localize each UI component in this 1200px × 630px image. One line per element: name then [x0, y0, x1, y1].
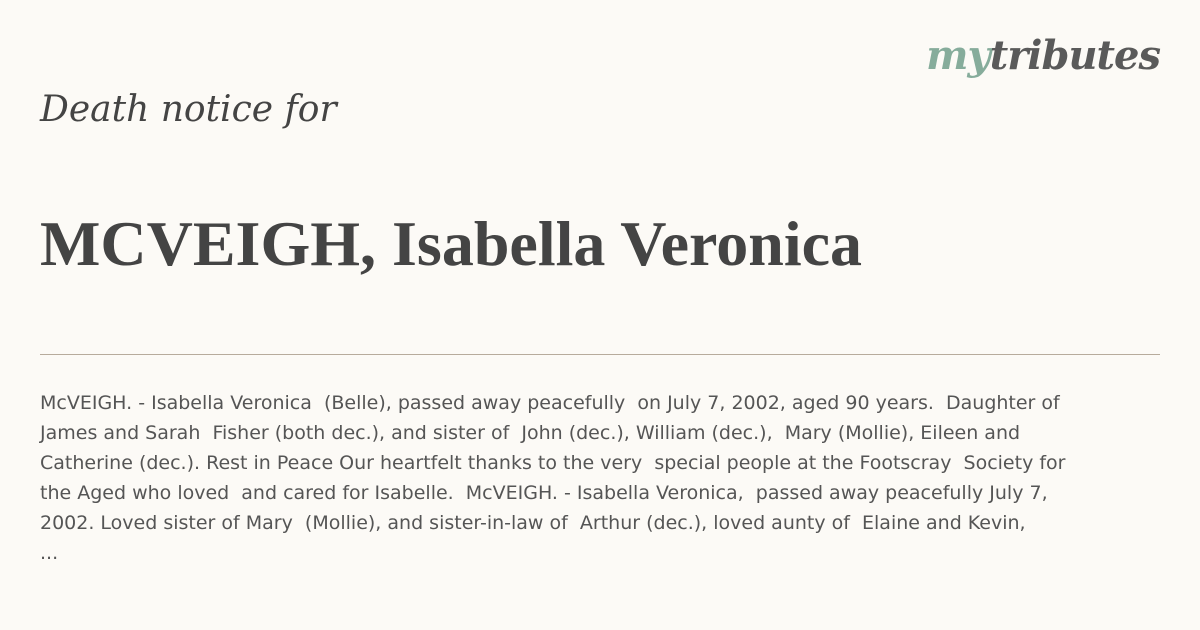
notice-line: the Aged who loved and cared for Isabelle. McVEIGH. - Isabella Veronica, passed away peacefully July 7,	[40, 482, 1048, 504]
divider	[40, 354, 1160, 355]
logo-my-text: my	[926, 32, 990, 79]
notice-line: Catherine (dec.). Rest in Peace Our heartfelt thanks to the very special people at the Footscray Society for	[40, 452, 1066, 474]
deceased-name: MCVEIGH, Isabella Veronica	[40, 208, 862, 279]
mytributes-logo	[926, 32, 1160, 80]
notice-line: James and Sarah Fisher (both dec.), and sister of John (dec.), William (dec.), Mary (Mollie), Eileen and	[40, 422, 1021, 444]
death-notice-label: Death notice for	[40, 89, 337, 130]
notice-text	[40, 388, 1120, 568]
notice-line: McVEIGH. - Isabella Veronica (Belle), passed away peacefully on July 7, 2002, aged 90 years. Daughter of	[40, 392, 1060, 414]
notice-line: 2002. Loved sister of Mary (Mollie), and sister-in-law of Arthur (dec.), loved aunty of Elaine and Kevin,	[40, 512, 1026, 534]
notice-ellipsis: ...	[40, 542, 59, 564]
logo-tributes-text: tributes	[989, 32, 1160, 79]
